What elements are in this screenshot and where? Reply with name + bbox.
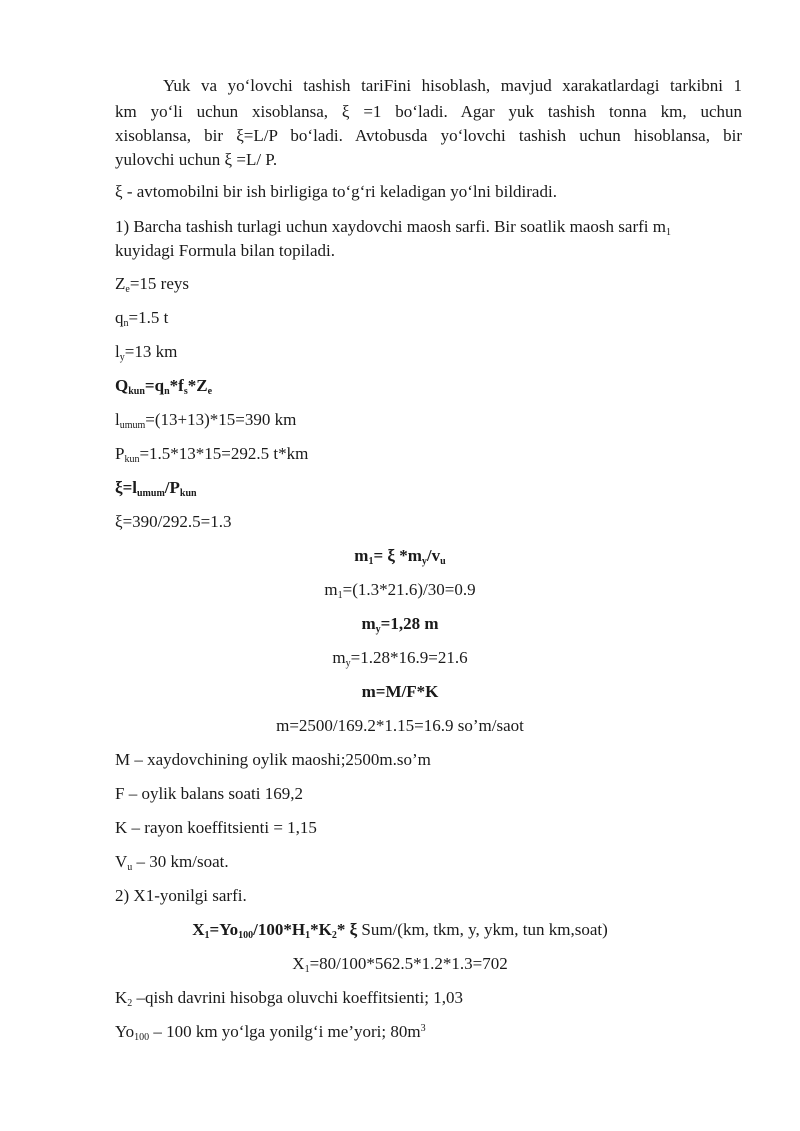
item-1-line: kuyidagi Formula bilan topiladi. (115, 241, 336, 260)
calc-m1: $m_1=(1.3*21.6)/30=0.9$ (324, 580, 476, 601)
formula-m: m=M/F*K (361, 682, 439, 701)
def-yo100: $Yo_{100} - 100$ km yo‘lga yonilg‘i me’yori; $80m^3$ (115, 1022, 426, 1043)
paragraph-line: yulovchi uchun ξ =L/ P. (115, 150, 278, 169)
paragraph-line: Yuk va yo‘lovchi tashish tariFini hisoblash, mavjud xarakatlardagi tarkibni 1 (163, 76, 742, 95)
def-m: M – xaydovchining oylik maoshi;2500m.so’m (115, 750, 431, 769)
paragraph-line: xisoblansa, bir ξ=L/P bo‘ladi. Avtobusda yo‘lovchi tashish uchun hisoblansa, bir (115, 126, 742, 145)
formula-xi: $\xi=l_{umum}/P_{kun}$ (115, 478, 197, 499)
def-f: F – oylik balans soati 169,2 (115, 784, 303, 803)
def-k: K – rayon koeffitsienti = 1,15 (115, 818, 317, 837)
calc-p-kun: $P_{kun}=1.5*13*15=292.5$ t*km (115, 444, 309, 465)
given-qn: $q_n=1.5$ t (115, 308, 169, 329)
xi-definition: ξ - avtomobilni bir ish birligiga to‘g‘ri keladigan yo‘lni bildiradi. (115, 182, 557, 201)
def-vu: $V_u - 30$ km/soat. (115, 852, 229, 873)
calc-l-umum: $l_{umum}=(13+13)*15=390$ km (115, 410, 297, 431)
calc-my: $m_y=1.28*16.9=21.6$ (332, 648, 468, 669)
item-1-line: 1) Barcha tashish turlagi uchun xaydovchi maosh sarfi. Bir soatlik maosh sarfi $m_1$ (115, 217, 671, 238)
formula-my: $m_y=1,28$ m (361, 614, 439, 635)
calc-m: m=2500/169.2*1.15=16.9 so’m/saot (276, 716, 524, 735)
def-k2: $K_2$ –qish davrini hisobga oluvchi koeffitsienti; 1,03 (115, 988, 463, 1009)
item-2-heading: 2) X1-yonilgi sarfi. (115, 886, 247, 905)
given-ze: $Z_e=15$ reys (115, 274, 190, 295)
formula-qkun: $Q_{kun}=q_n*f_s*Z_e$ (115, 376, 213, 397)
paragraph-line: km yo‘li uchun xisoblansa, ξ =1 bo‘ladi. Agar yuk tashish tonna km, uchun (115, 102, 742, 121)
formula-x1: $X_1=Yo_{100}/100*H_1*K_2*$ ξ Sum/(km, tkm, y, ykm, tun km,soat) (192, 920, 608, 941)
calc-x1: $X_1=80/100*562.5*1.2*1.3=702$ (292, 954, 508, 975)
formula-m1: $m_1= \xi$ $*m_y/v_u$ (354, 546, 446, 567)
given-ly: $l_y=13$ km (115, 342, 178, 363)
calc-xi: ξ=390/292.5=1.3 (115, 512, 232, 531)
